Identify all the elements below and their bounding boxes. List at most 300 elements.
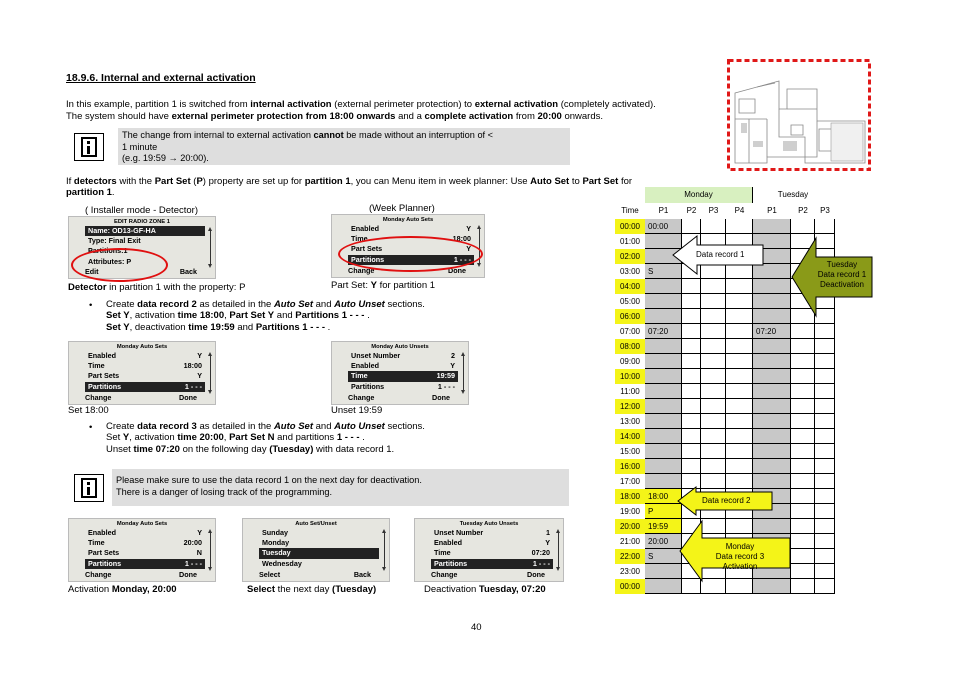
select-caption-mid: the next day [275, 584, 333, 595]
text-run: and [313, 299, 335, 310]
lcd-row-value: 1 - - - [184, 558, 202, 568]
planner-cell [701, 429, 726, 444]
lcd-row [85, 351, 205, 361]
planner-cell [791, 519, 815, 534]
activation-caption [68, 584, 177, 596]
text-run: time 20:00 [177, 432, 224, 443]
lcd-row-value: 1 - - - [184, 381, 202, 391]
text-run: Part Set [154, 176, 191, 187]
planner-cell [753, 369, 791, 384]
note2-line1: Please make sure to use the data record 1 on the next day for deactivation. [116, 475, 422, 485]
lcd-row-label: Partitions [88, 381, 122, 391]
planner-cell [682, 459, 701, 474]
cell-monday-p1 [645, 384, 682, 399]
planner-cell [791, 489, 815, 504]
text-run: Auto Set [530, 176, 570, 187]
detector-caption-bold: Detector [68, 282, 107, 293]
lcd-softkey-left: Change [431, 570, 458, 579]
lcd-softkeys [85, 393, 199, 403]
text-run: 20:00 [537, 111, 562, 122]
cell-monday-p1 [645, 579, 682, 594]
lcd-title: Monday Auto Sets [382, 217, 434, 223]
column-header: P1 [767, 206, 777, 215]
lcd-row-value: 20:00 [183, 538, 202, 548]
day-header-monday: Monday [645, 187, 753, 203]
lcd-row-value: 1 [546, 528, 550, 537]
lcd-row-label: Enabled [88, 351, 116, 360]
planner-cell [815, 489, 835, 504]
text-run: Part Set Y [229, 310, 275, 321]
lcd-row-label: Time [88, 361, 105, 371]
lcd-row [431, 559, 553, 569]
cell-monday-p1 [645, 369, 682, 384]
planner-cell [701, 369, 726, 384]
planner-cell [682, 384, 701, 399]
callout-tuesday-line3: Deactivation [819, 280, 865, 289]
note1-line3: (e.g. 19:59 → 20:00). [122, 153, 209, 163]
time-cell: 07:00 [615, 324, 645, 339]
lcd-row-label: Name: OD13-GF-HA [88, 226, 156, 235]
lcd-row-label: Partitions [351, 381, 385, 391]
lcd-title: Monday Auto Sets [116, 344, 168, 350]
planner-cell [791, 414, 815, 429]
callout-tuesday-line2: Data record 1 [817, 270, 867, 279]
planner-cell [682, 399, 701, 414]
lcd-row-value: 1 - - - [532, 558, 550, 568]
time-cell: 01:00 [615, 234, 645, 249]
text-run: The system should have [66, 111, 172, 122]
planner-cell [791, 429, 815, 444]
lcd-row-value: Y [545, 538, 550, 548]
cell-monday-p1: 19:59 [645, 519, 682, 534]
text-run: partition 1 [66, 187, 112, 198]
planner-cell [791, 549, 815, 564]
planner-cell [701, 309, 726, 324]
lcd-row [85, 236, 205, 246]
lcd-softkeys [348, 393, 452, 403]
lcd-unset-1959 [331, 341, 469, 405]
unset-1959-caption: Unset 19:59 [331, 405, 383, 416]
lcd-row-label: Enabled [351, 224, 379, 233]
lcd-scroll-indicator [558, 531, 559, 569]
column-header: P1 [658, 206, 669, 215]
text-run: , you can Menu item in week planner: Use [350, 176, 531, 187]
planner-cell [753, 219, 791, 234]
planner-cell [682, 309, 701, 324]
text-run: (completely activated). [558, 99, 656, 110]
lcd-set-1800 [68, 341, 216, 405]
planner-cell [726, 444, 753, 459]
text-run: Unset [106, 444, 134, 455]
lcd-row [259, 548, 379, 558]
lcd-row [259, 528, 379, 538]
lcd-softkeys [431, 570, 547, 580]
detector-caption-rest: in partition 1 with the property: P [106, 282, 246, 293]
cell-monday-p1: S [645, 549, 682, 564]
partset-caption-bold: Y [370, 280, 377, 291]
text-run: time 19:59 [188, 322, 235, 333]
planner-cell [753, 294, 791, 309]
planner-cell [726, 414, 753, 429]
lcd-row [85, 361, 205, 371]
highlight-ellipse [71, 248, 168, 282]
planner-cell [815, 534, 835, 549]
time-cell: 17:00 [615, 474, 645, 489]
text-run: detectors [73, 176, 117, 187]
text-run: as detailed in the [196, 421, 274, 432]
cell-monday-p1: 00:00 [645, 219, 682, 234]
cell-monday-p1 [645, 354, 682, 369]
planner-cell [791, 444, 815, 459]
lcd-row-value: 18:00 [183, 361, 202, 371]
text-run: In this example, partition 1 is switched from [66, 99, 251, 110]
text-run: external perimeter protection from 18:00 onwards [171, 111, 396, 122]
planner-cell [791, 564, 815, 579]
planner-cell [753, 459, 791, 474]
text-run: P [196, 176, 203, 187]
lcd-row-value: 1 - - - [453, 254, 471, 264]
time-cell: 11:00 [615, 384, 645, 399]
planner-cell [815, 474, 835, 489]
cell-monday-p1 [645, 429, 682, 444]
lcd-row-label: Partitions [88, 558, 122, 568]
planner-cell [753, 339, 791, 354]
planner-cell [682, 354, 701, 369]
lcd-softkey-right: Done [179, 393, 197, 402]
time-cell: 14:00 [615, 429, 645, 444]
lcd-title: EDIT RADIO ZONE 1 [113, 219, 171, 225]
text-run: sections. [384, 299, 425, 310]
lcd-row-label: Wednesday [262, 558, 302, 568]
lcd-row-label: Time [351, 371, 368, 381]
installer-mode-label: ( Installer mode - Detector) [85, 205, 198, 216]
lcd-row-value: Y [466, 244, 471, 254]
text-run: Partitions 1 - - - [255, 322, 325, 333]
column-header: P3 [820, 206, 830, 215]
partset-caption-post: for partition 1 [376, 280, 436, 291]
text-run: to [569, 176, 583, 187]
text-run: Part Set [582, 176, 619, 187]
planner-cell [815, 324, 835, 339]
planner-cell [701, 459, 726, 474]
lcd-row [85, 538, 205, 548]
time-cell: 00:00 [615, 219, 645, 234]
text-run: and a [395, 111, 425, 122]
partset-caption-pre: Part Set: [331, 280, 371, 291]
lcd-row-value: Y [197, 351, 202, 360]
lcd-row-value: Y [197, 528, 202, 537]
lcd-deactivation-0720 [414, 518, 564, 582]
planner-cell [753, 279, 791, 294]
callout-tuesday-line1: Tuesday [826, 260, 858, 269]
cell-monday-p1 [645, 444, 682, 459]
planner-cell [791, 504, 815, 519]
text-run: time 18:00 [177, 310, 225, 321]
info-note-interruption [118, 128, 570, 165]
text-run: Partitions 1 - - - [295, 310, 365, 321]
text-run: 1 - - - [336, 432, 360, 443]
info-icon-2 [74, 474, 104, 502]
lcd-row-label: Partitions [351, 254, 385, 264]
planner-cell [791, 324, 815, 339]
planner-cell [791, 339, 815, 354]
planner-cell [726, 219, 753, 234]
text-run: on the following day [179, 444, 270, 455]
lcd-row [348, 361, 458, 371]
time-cell: 13:00 [615, 414, 645, 429]
planner-cell [753, 444, 791, 459]
time-cell: 04:00 [615, 279, 645, 294]
lcd-row-label: Attributes: P [88, 256, 132, 266]
text-run: complete activation [424, 111, 514, 122]
text-run: for [618, 176, 633, 187]
time-cell: 20:00 [615, 519, 645, 534]
planner-cell [815, 219, 835, 234]
deactivation-caption [424, 584, 546, 596]
note1-text-end: be made without an interruption of < [343, 130, 494, 140]
note1-bold: cannot [313, 130, 344, 140]
text-run: partition 1 [304, 176, 351, 187]
text-run: with the [116, 176, 155, 187]
lcd-softkey-left: Edit [85, 267, 99, 276]
activation-caption-bold: Monday, 20:00 [111, 584, 177, 595]
text-run: and partitions [274, 432, 337, 443]
lcd-softkey-left: Select [259, 570, 281, 579]
lcd-row-label: Time [88, 538, 105, 548]
select-caption-bold2: (Tuesday) [332, 584, 377, 595]
planner-cell [815, 384, 835, 399]
text-run: Auto Unset [334, 299, 385, 310]
callout-tuesday-deact-label [812, 260, 872, 290]
lcd-scroll-indicator [210, 354, 211, 392]
lcd-softkey-left: Change [85, 570, 112, 579]
planner-cell [701, 354, 726, 369]
time-cell: 02:00 [615, 249, 645, 264]
time-cell: 10:00 [615, 369, 645, 384]
callout-monday-line3: Activation [722, 562, 758, 571]
time-cell: 09:00 [615, 354, 645, 369]
callout-monday-act-label [706, 542, 774, 572]
lcd-row [348, 224, 474, 234]
planner-cell [753, 354, 791, 369]
lcd-softkey-right: Done [527, 570, 545, 579]
text-run: Set Y [106, 322, 130, 333]
lcd-row [431, 528, 553, 538]
planner-cell [701, 384, 726, 399]
column-header: P2 [798, 206, 808, 215]
floor-plan-image [727, 59, 871, 171]
lcd-row-label: Monday [262, 538, 290, 548]
planner-cell [726, 369, 753, 384]
planner-cell [726, 339, 753, 354]
lcd-softkey-right: Done [179, 570, 197, 579]
cell-monday-p1: S [645, 264, 682, 279]
planner-cell [791, 384, 815, 399]
planner-cell [726, 309, 753, 324]
lcd-softkey-right: Done [432, 393, 450, 402]
planner-cell [701, 279, 726, 294]
planner-cell [753, 309, 791, 324]
planner-cell [791, 399, 815, 414]
lcd-row-label: Partitions:1 [88, 246, 128, 256]
lcd-row [348, 371, 458, 381]
time-cell: 18:00 [615, 489, 645, 504]
callout-record1-label: Data record 1 [696, 250, 745, 259]
activation-caption-pre: Activation [68, 584, 112, 595]
lcd-row-label: Enabled [88, 528, 116, 537]
cell-monday-p1: 18:00 [645, 489, 682, 504]
planner-cell [701, 324, 726, 339]
bullet1-line3 [106, 322, 330, 334]
highlight-ellipse-partset [338, 236, 483, 272]
text-run: , [224, 310, 230, 321]
planner-cell [682, 279, 701, 294]
lcd-title: Auto Set/Unset [295, 521, 337, 527]
planner-cell [701, 444, 726, 459]
planner-cell [726, 279, 753, 294]
lcd-row [85, 548, 205, 558]
lcd-row-label: Sunday [262, 528, 288, 537]
planner-cell [701, 294, 726, 309]
planner-cell [815, 564, 835, 579]
text-run: Auto Unset [334, 421, 385, 432]
lcd-row-value: 07:20 [531, 548, 550, 558]
planner-cell [701, 219, 726, 234]
section-heading: 18.9.6. Internal and external activation [66, 72, 256, 84]
time-cell: 22:00 [615, 549, 645, 564]
lcd-row-label: Time [434, 548, 451, 558]
time-cell: 16:00 [615, 459, 645, 474]
bullet-dot-2: • [89, 422, 93, 433]
time-cell: 19:00 [615, 504, 645, 519]
text-run: Set Y [106, 310, 130, 321]
cell-monday-p1 [645, 474, 682, 489]
lcd-row [259, 538, 379, 548]
planner-cell [815, 504, 835, 519]
text-run: , activation [129, 432, 178, 443]
text-run: Create [106, 421, 138, 432]
planner-cell [726, 324, 753, 339]
text-run: external activation [474, 99, 559, 110]
lcd-row-label: Enabled [434, 538, 462, 548]
planner-cell [701, 339, 726, 354]
bullet-dot: • [89, 300, 93, 311]
lcd-row-label: Part Sets [88, 548, 120, 558]
cell-monday-p1 [645, 339, 682, 354]
lcd-scroll-indicator [463, 354, 464, 392]
lcd-row [259, 559, 379, 569]
planner-cell [815, 459, 835, 474]
lcd-softkey-right: Back [179, 267, 197, 276]
detector-caption [68, 282, 245, 294]
planner-cell [753, 429, 791, 444]
planner-cell [791, 579, 815, 594]
time-cell: 15:00 [615, 444, 645, 459]
deactivation-caption-pre: Deactivation [424, 584, 479, 595]
column-header: P3 [708, 206, 719, 215]
time-cell: 00:00 [615, 579, 645, 594]
text-run: Auto Set [273, 299, 313, 310]
info-note-record1 [112, 469, 569, 506]
column-header: P4 [734, 206, 745, 215]
lcd-row [85, 559, 205, 569]
planner-cell [815, 519, 835, 534]
bullet1-line2 [106, 310, 370, 322]
planner-cell [682, 429, 701, 444]
lcd-row [431, 538, 553, 548]
note2-line2: There is a danger of losing track of the programming. [116, 486, 333, 497]
cell-monday-p1 [645, 399, 682, 414]
lcd-softkey-left: Change [348, 393, 375, 402]
lcd-softkey-left: Change [85, 393, 112, 402]
planner-cell [701, 414, 726, 429]
planner-cell [682, 414, 701, 429]
lcd-scroll-indicator [384, 531, 385, 569]
text-run: sections. [384, 421, 425, 432]
lcd-row [348, 351, 458, 361]
lcd-title: Monday Auto Sets [116, 521, 168, 527]
bullet2-line3 [106, 444, 394, 456]
callout-monday-line2: Data record 3 [715, 552, 765, 561]
week-planner-label: (Week Planner) [369, 203, 435, 214]
text-run: Y [122, 432, 130, 443]
time-cell: 12:00 [615, 399, 645, 414]
text-run: and [313, 421, 335, 432]
lcd-scroll-indicator [210, 229, 211, 266]
text-run: . [364, 310, 370, 321]
text-run: internal activation [250, 99, 332, 110]
info-icon [74, 133, 104, 161]
planner-cell [791, 369, 815, 384]
callout-record2-label: Data record 2 [702, 496, 751, 505]
planner-cell [682, 324, 701, 339]
planner-cell [815, 414, 835, 429]
lcd-row-value: Y [197, 371, 202, 381]
lcd-row-value: 1 - - - [437, 381, 455, 391]
lcd-title: Monday Auto Unsets [371, 344, 429, 350]
lcd-softkey-right: Done [448, 266, 466, 275]
lcd-row-label: Enabled [351, 361, 379, 371]
deactivation-caption-bold: Tuesday, 07:20 [478, 584, 546, 595]
planner-cell [791, 459, 815, 474]
planner-cell [726, 384, 753, 399]
text-run: , deactivation [129, 322, 189, 333]
text-run: data record 3 [137, 421, 197, 432]
text-run: from [513, 111, 538, 122]
text-run: with data record 1. [313, 444, 395, 455]
time-header: Time [621, 206, 639, 215]
planner-cell [726, 354, 753, 369]
cell-monday-p1 [645, 564, 682, 579]
planner-cell [791, 219, 815, 234]
cell-monday-p1 [645, 459, 682, 474]
text-run: ( [190, 176, 197, 187]
cell-monday-p1: 07:20 [645, 324, 682, 339]
lcd-row [85, 371, 205, 381]
time-cell: 06:00 [615, 309, 645, 324]
lcd-row [85, 528, 205, 538]
lcd-title: Tuesday Auto Unsets [459, 521, 519, 527]
bullet2-line2 [106, 432, 365, 444]
text-run: ) property are set up for [202, 176, 305, 187]
set-1800-caption: Set 18:00 [68, 405, 109, 416]
text-run: Auto Set [273, 421, 313, 432]
lcd-softkeys [259, 570, 373, 580]
lcd-row-label: Type: Final Exit [88, 236, 141, 246]
detectors-line-1 [66, 176, 632, 188]
planner-cell [682, 339, 701, 354]
lcd-row-label: Part Sets [351, 244, 383, 254]
